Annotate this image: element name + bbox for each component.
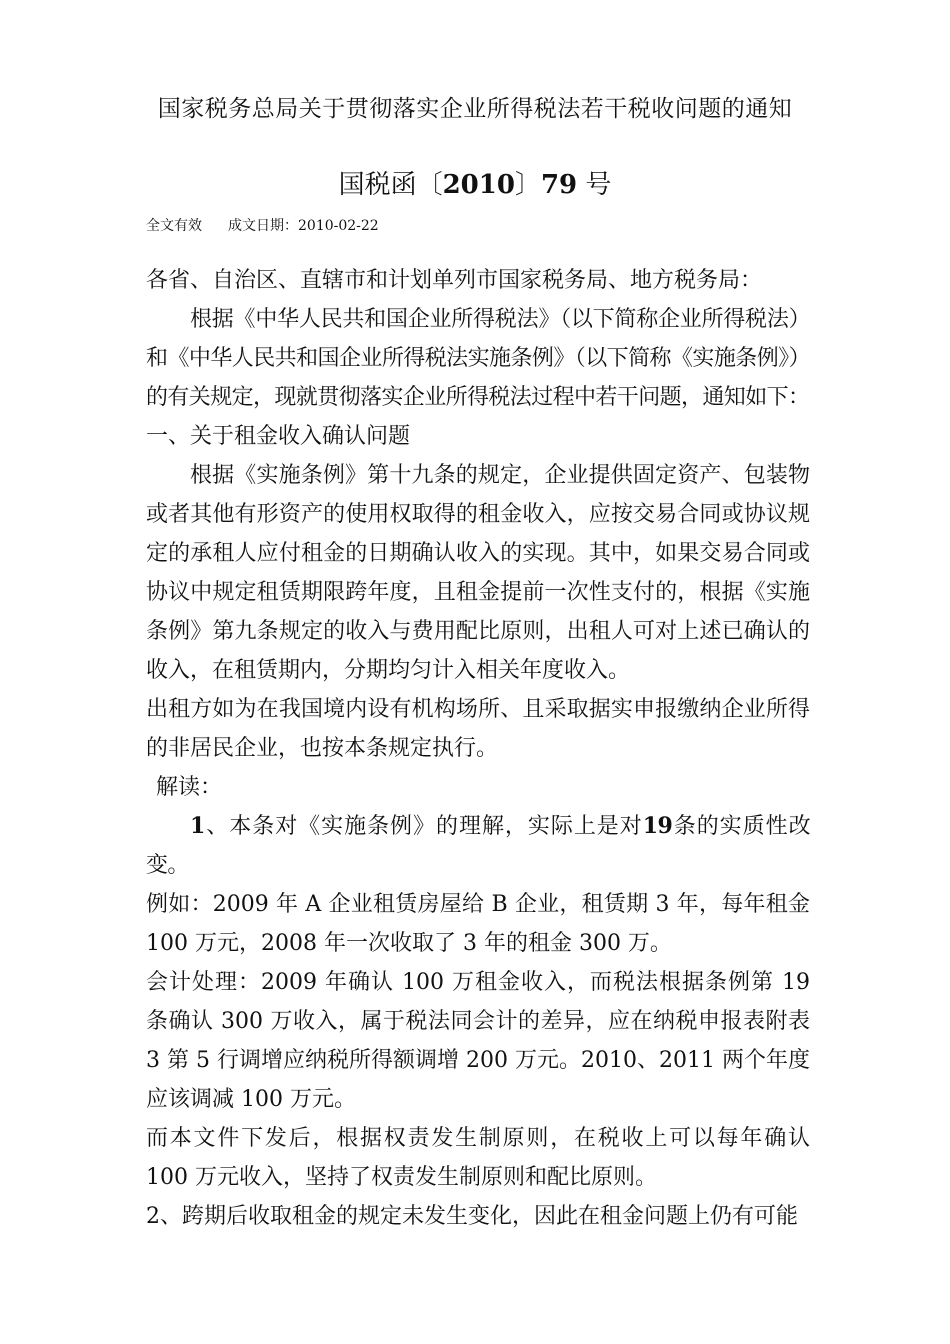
validity-status: 全文有效 (146, 218, 202, 234)
section1-heading: 一、关于租金收入确认问题 (146, 424, 411, 449)
interp1-after: 而本文件下发后，根据权责发生制原则，在税收上可以每年确认 100 万元收入，坚持了权责发生制原则和配比原则。 (146, 1126, 810, 1190)
doc-number-suffix: 号 (577, 170, 612, 200)
document-body (146, 261, 810, 1236)
doc-number-prefix: 国税函〔 (338, 170, 443, 200)
document-number (0, 164, 950, 201)
interp1-number: 1 (190, 813, 205, 839)
interp1-text-b: 条的实质性改变。 (146, 814, 810, 878)
interpretation-point1 (146, 807, 810, 885)
section1-paragraph1: 根据《实施条例》第十九条的规定，企业提供固定资产、包装物或者其他有形资产的使用权取得的租金收入，应按交易合同或协议规定的承租人应付租金的日期确认收入的实现。其中，如果交易合同或协议中规定租赁期限跨年度，且租金提前一次性支付的，根据《实施条例》第九条规定的收入与费用配比原则，出租人可对上述已确认的收入，在租赁期内，分期均匀计入相关年度收入。 (146, 463, 810, 683)
doc-number-number: 79 (540, 170, 578, 200)
doc-number-year: 2010 (442, 170, 515, 200)
doc-number-middle: 〕 (514, 170, 541, 200)
interpretation-label: 解读： (156, 775, 223, 800)
recipients-line: 各省、自治区、直辖市和计划单列市国家税务局、地方税务局： (146, 268, 763, 293)
document-meta (146, 215, 379, 235)
interpretation-point2: 2、跨期后收取租金的规定未发生变化，因此在租金问题上仍有可能 (146, 1204, 798, 1229)
interp1-example: 例如：2009 年 A 企业租赁房屋给 B 企业，租赁期 3 年，每年租金 100 万元，2008 年一次收取了 3 年的租金 300 万。 (146, 892, 810, 956)
interp1-article-number: 19 (642, 813, 673, 839)
intro-paragraph: 根据《中华人民共和国企业所得税法》（以下简称企业所得税法）和《中华人民共和国企业所得税法实施条例》（以下简称《实施条例》）的有关规定，现就贯彻落实企业所得税法过程中若干问题，通知如下： (146, 307, 810, 410)
document-date: 成文日期：2010-02-22 (228, 218, 379, 234)
document-title: 国家税务总局关于贯彻落实企业所得税法若干税收问题的通知 (157, 96, 793, 122)
interp1-text-a: 、本条对《实施条例》的理解，实际上是对 (204, 814, 643, 839)
section1-paragraph2: 出租方如为在我国境内设有机构场所、且采取据实申报缴纳企业所得的非居民企业，也按本条规定执行。 (146, 697, 810, 761)
interp1-accounting: 会计处理：2009 年确认 100 万租金收入，而税法根据条例第 19 条确认 300 万收入，属于税法同会计的差异，应在纳税申报表附表 3 第 5 行调增应纳税所得额调增 200 万元。2010、2011 两个年度应该调减 100 万元。 (146, 970, 810, 1112)
